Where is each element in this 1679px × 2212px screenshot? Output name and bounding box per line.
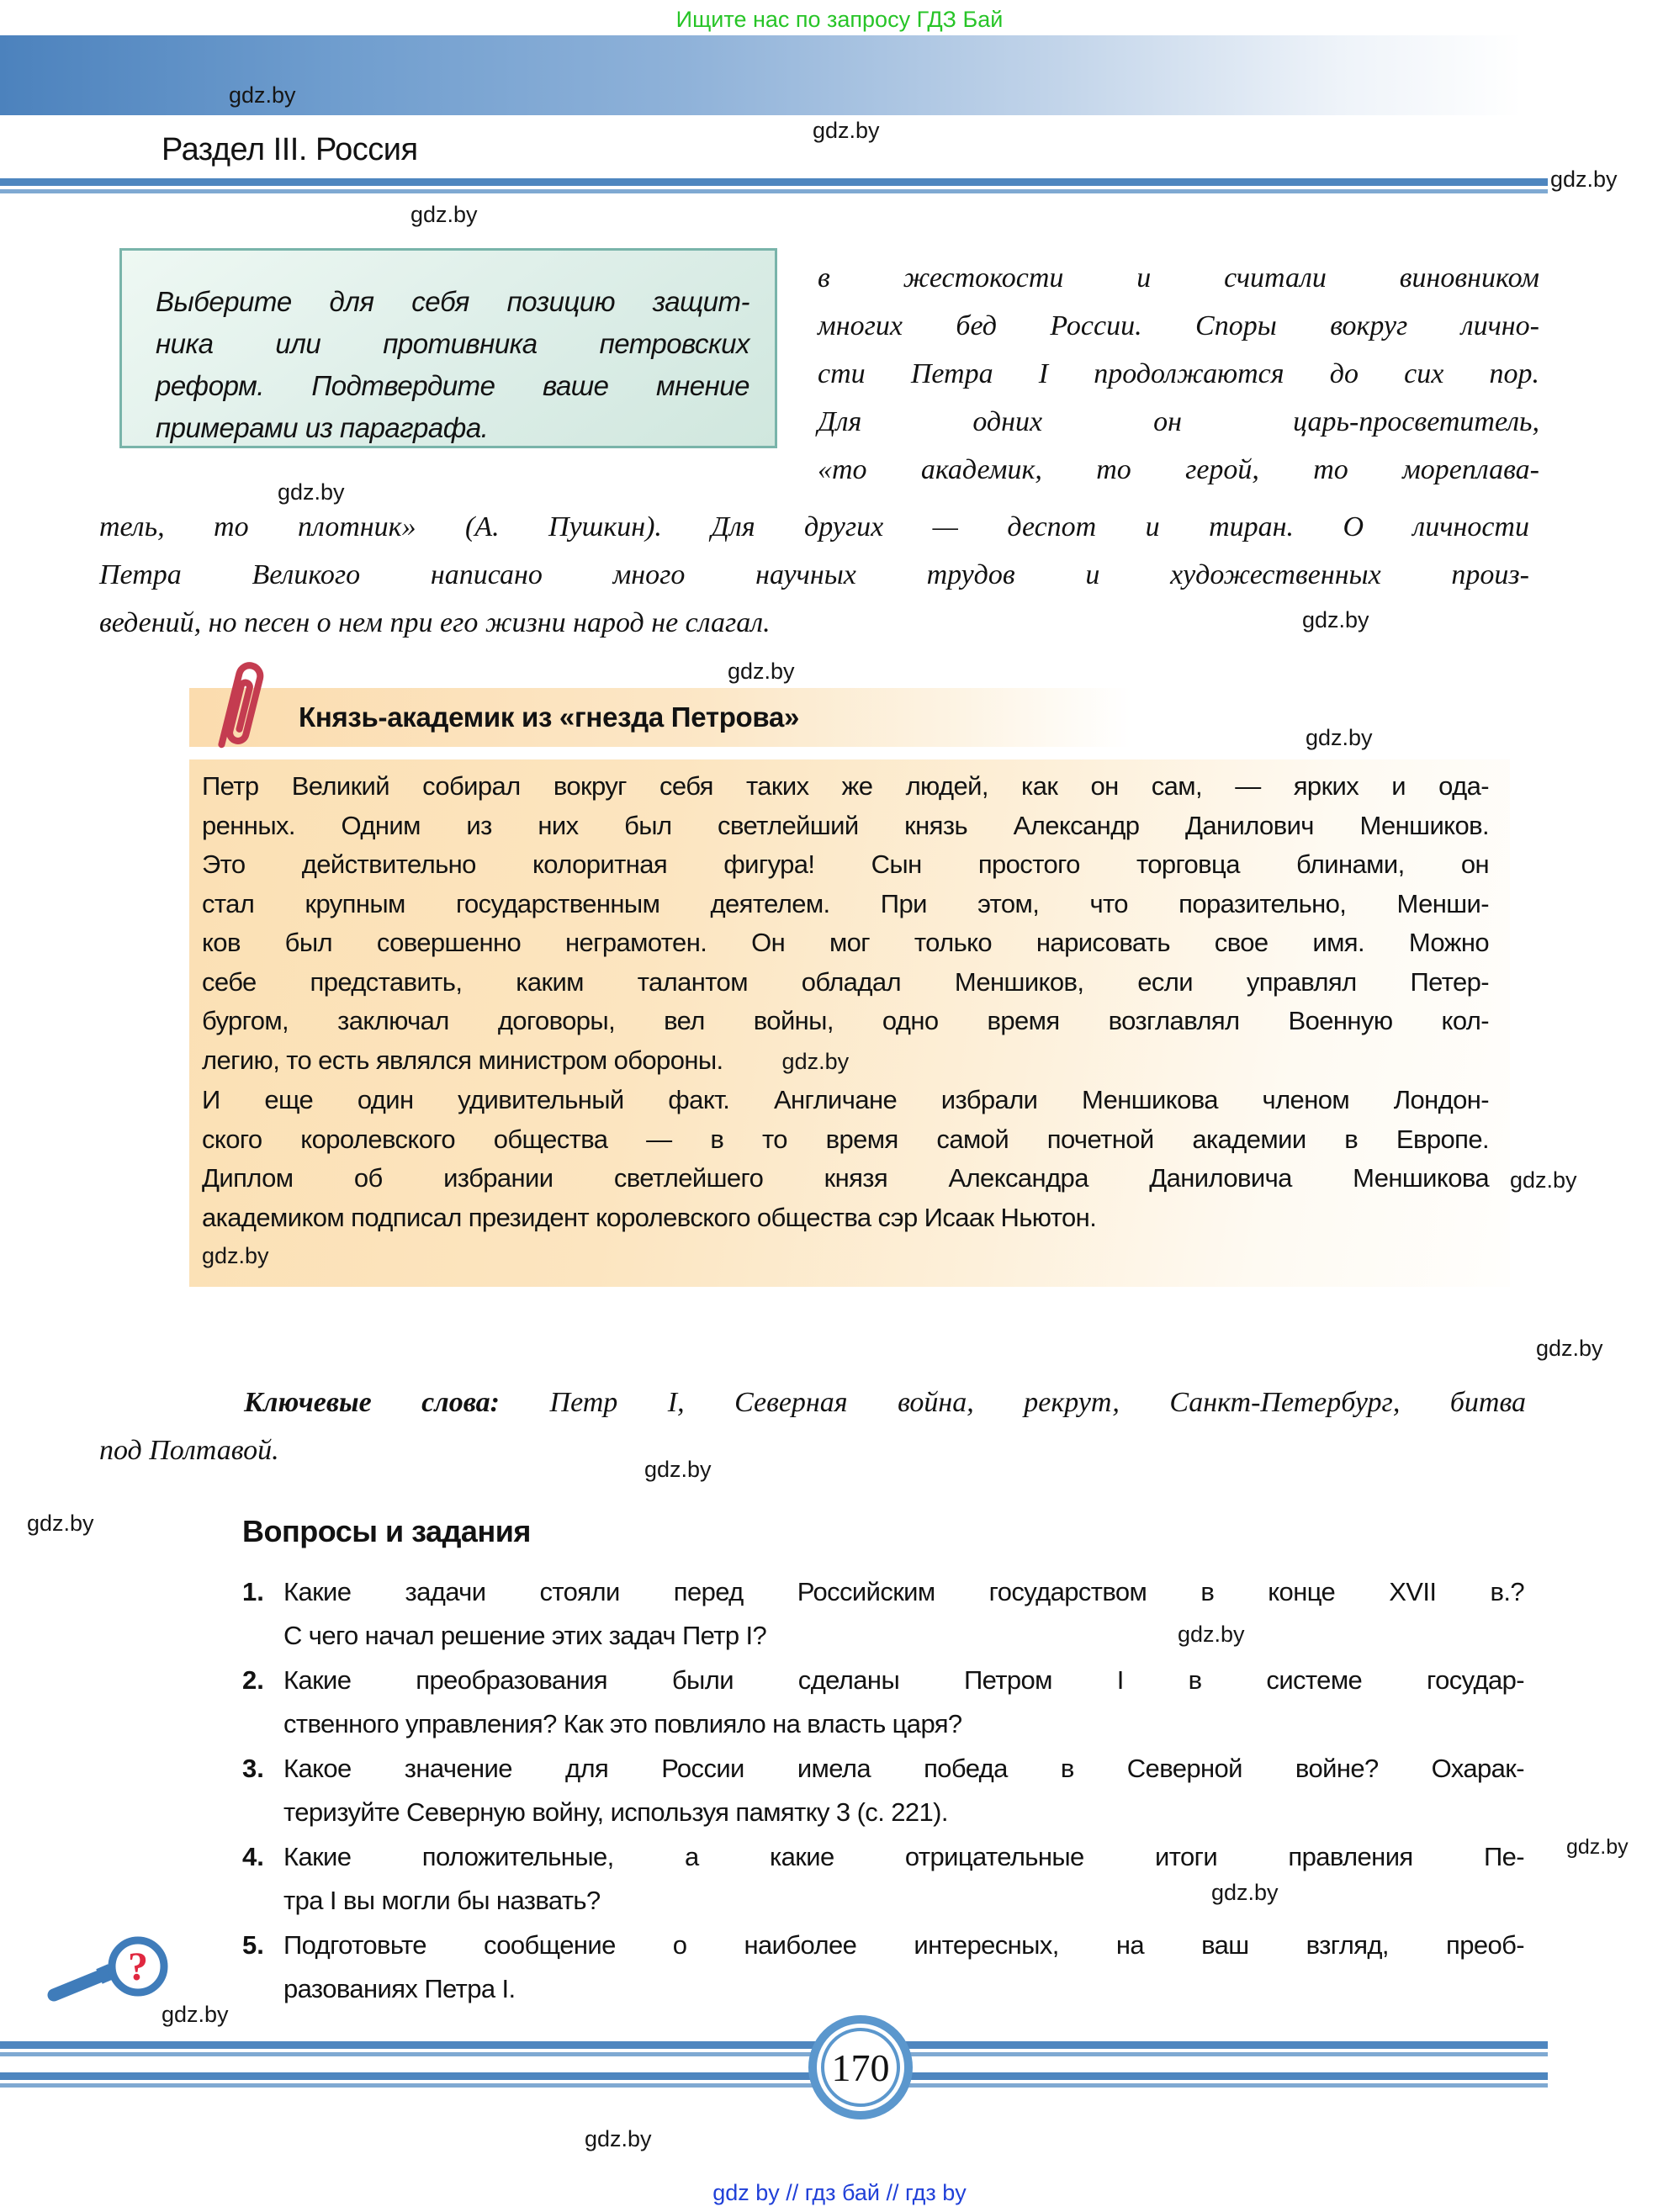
intro-line: ведений, но песен о нем при его жизни народ не слагал. xyxy=(99,607,771,638)
watermark: gdz.by xyxy=(585,2126,652,2151)
page-number-badge xyxy=(808,2015,913,2119)
question-line: тра I вы могли бы назвать? xyxy=(283,1886,601,1915)
watermark: gdz.by xyxy=(644,1457,712,1482)
watermark: gdz.by xyxy=(1306,725,1373,750)
keywords-line xyxy=(244,1379,1526,1426)
watermark: gdz.by xyxy=(1550,167,1618,192)
question-number: 4. xyxy=(242,1842,264,1871)
watermark: gdz.by xyxy=(813,118,880,143)
divider-line xyxy=(0,178,1548,186)
feature-title-strip xyxy=(189,688,1131,747)
task-box xyxy=(119,248,777,448)
feature-line: Диплом об избрании светлейшего князя Александра Даниловича Меншикова xyxy=(202,1163,1489,1193)
task-line: реформ. Подтвердите ваше мнение xyxy=(156,370,749,401)
keywords-line: под Полтавой. xyxy=(99,1435,279,1466)
task-line: Выберите для себя позицию защит- xyxy=(156,286,749,317)
question-number: 5. xyxy=(242,1930,264,1960)
feature-title: Князь-академик из «гнезда Петрова» xyxy=(299,701,800,733)
footer-line xyxy=(0,2072,1548,2080)
task-line: примерами из параграфа. xyxy=(156,412,489,443)
question-line: Какие задачи стояли перед Российским государством в конце XVII в.? xyxy=(283,1577,1524,1606)
feature-line: ков был совершенно неграмотен. Он мог только нарисовать свое имя. Можно xyxy=(202,928,1489,957)
watermark: gdz.by xyxy=(162,2002,229,2027)
page-number: 170 xyxy=(821,2028,900,2107)
intro-line: сти Петра I продолжаются до сих пор. xyxy=(818,358,1539,389)
watermark: gdz.by xyxy=(1211,1880,1279,1905)
task-line: ника или противника петровских xyxy=(156,328,749,359)
question-line: Какое значение для России имела победа в Северной войне? Охарак- xyxy=(283,1754,1524,1783)
keywords-list: Петр I, Северная война, рекрут, Санкт-Петербург, битва xyxy=(500,1387,1527,1418)
feature-line: Это действительно колоритная фигура! Сын простого торговца блинами, он xyxy=(202,849,1489,879)
feature-line: ского королевского общества — в то время самой почетной академии в Европе. xyxy=(202,1124,1489,1154)
watermark: gdz.by xyxy=(1178,1622,1245,1647)
feature-line: себе представить, каким талантом обладал Меншиков, если управлял Петер- xyxy=(202,966,1489,997)
watermark: gdz.by xyxy=(27,1511,94,1536)
svg-text:?: ? xyxy=(128,1945,148,1989)
question-line: разованиях Петра I. xyxy=(283,1974,516,2003)
question-number: 2. xyxy=(242,1665,264,1695)
question-number: 1. xyxy=(242,1577,264,1606)
intro-line: многих бед России. Споры вокруг лично- xyxy=(818,310,1539,341)
feature-line: ренных. Одним из них был светлейший князь Александр Данилович Меншиков. xyxy=(202,810,1489,840)
watermark: gdz.by xyxy=(1566,1835,1629,1859)
question-number: 3. xyxy=(242,1754,264,1783)
question-line: Подготовьте сообщение о наиболее интересных, на ваш взгляд, преоб- xyxy=(283,1930,1524,1960)
question-line: ственного управления? Как это повлияло на власть царя? xyxy=(283,1709,962,1738)
question-line: Какие положительные, а какие отрицательные итоги правления Пе- xyxy=(283,1842,1524,1871)
feature-line: стал крупным государственным деятелем. При этом, что поразительно, Менши- xyxy=(202,888,1489,918)
feature-line: Петр Великий собирал вокруг себя таких же людей, как он сам, — ярких и ода- xyxy=(202,771,1489,801)
question-line: теризуйте Северную войну, используя памятку 3 (с. 221). xyxy=(283,1797,948,1827)
intro-line: в жестокости и считали виновником xyxy=(818,262,1539,294)
footer-links[interactable]: gdz by // гдз бай // гдз by xyxy=(712,2180,967,2205)
paperclip-icon xyxy=(209,652,274,758)
watermark: gdz.by xyxy=(781,1048,850,1074)
divider-line xyxy=(0,189,1548,193)
watermark: gdz.by xyxy=(1510,1167,1577,1193)
watermark: gdz.by xyxy=(229,82,296,108)
intro-line: Петра Великого написано много научных трудов и художественных произ- xyxy=(99,559,1529,590)
question-line: Какие преобразования были сделаны Петром I в системе государ- xyxy=(283,1665,1524,1695)
intro-line: Для одних он царь-просветитель, xyxy=(818,406,1539,437)
intro-right-column xyxy=(818,254,1539,494)
section-title: Раздел III. Россия xyxy=(162,132,418,167)
feature-line: И еще один удивительный факт. Англичане избрали Меншикова членом Лондон- xyxy=(202,1085,1489,1114)
watermark: gdz.by xyxy=(1536,1336,1603,1361)
feature-line: бургом, заключал договоры, вел войны, одно время возглавлял Военную кол- xyxy=(202,1006,1489,1035)
footer-line xyxy=(0,2052,1548,2056)
top-notice: Ищите нас по запросу ГДЗ Бай xyxy=(675,7,1004,32)
question-line: С чего начал решение этих задач Петр I? xyxy=(283,1621,767,1650)
feature-line-text: легию, то есть являлся министром обороны. xyxy=(202,1045,723,1075)
watermark: gdz.by xyxy=(202,1243,269,1268)
feature-line xyxy=(202,1041,1489,1082)
feature-line: академиком подписал президент королевского общества сэр Исаак Ньютон. xyxy=(202,1202,1097,1232)
watermark: gdz.by xyxy=(728,659,795,684)
watermark: gdz.by xyxy=(1302,607,1369,632)
intro-line: тель, то плотник» (А. Пушкин). Для других — деспот и тиран. О личности xyxy=(99,511,1529,542)
intro-line: «то академик, то герой, то мореплава- xyxy=(818,454,1539,485)
footer-line xyxy=(0,2041,1548,2049)
watermark: gdz.by xyxy=(410,202,478,227)
keywords-label: Ключевые слова: xyxy=(244,1387,501,1418)
header-bar xyxy=(0,35,1523,115)
footer-line xyxy=(0,2083,1548,2088)
feature-body-box xyxy=(189,759,1510,1287)
watermark: gdz.by xyxy=(278,479,345,505)
questions-heading: Вопросы и задания xyxy=(242,1514,531,1548)
